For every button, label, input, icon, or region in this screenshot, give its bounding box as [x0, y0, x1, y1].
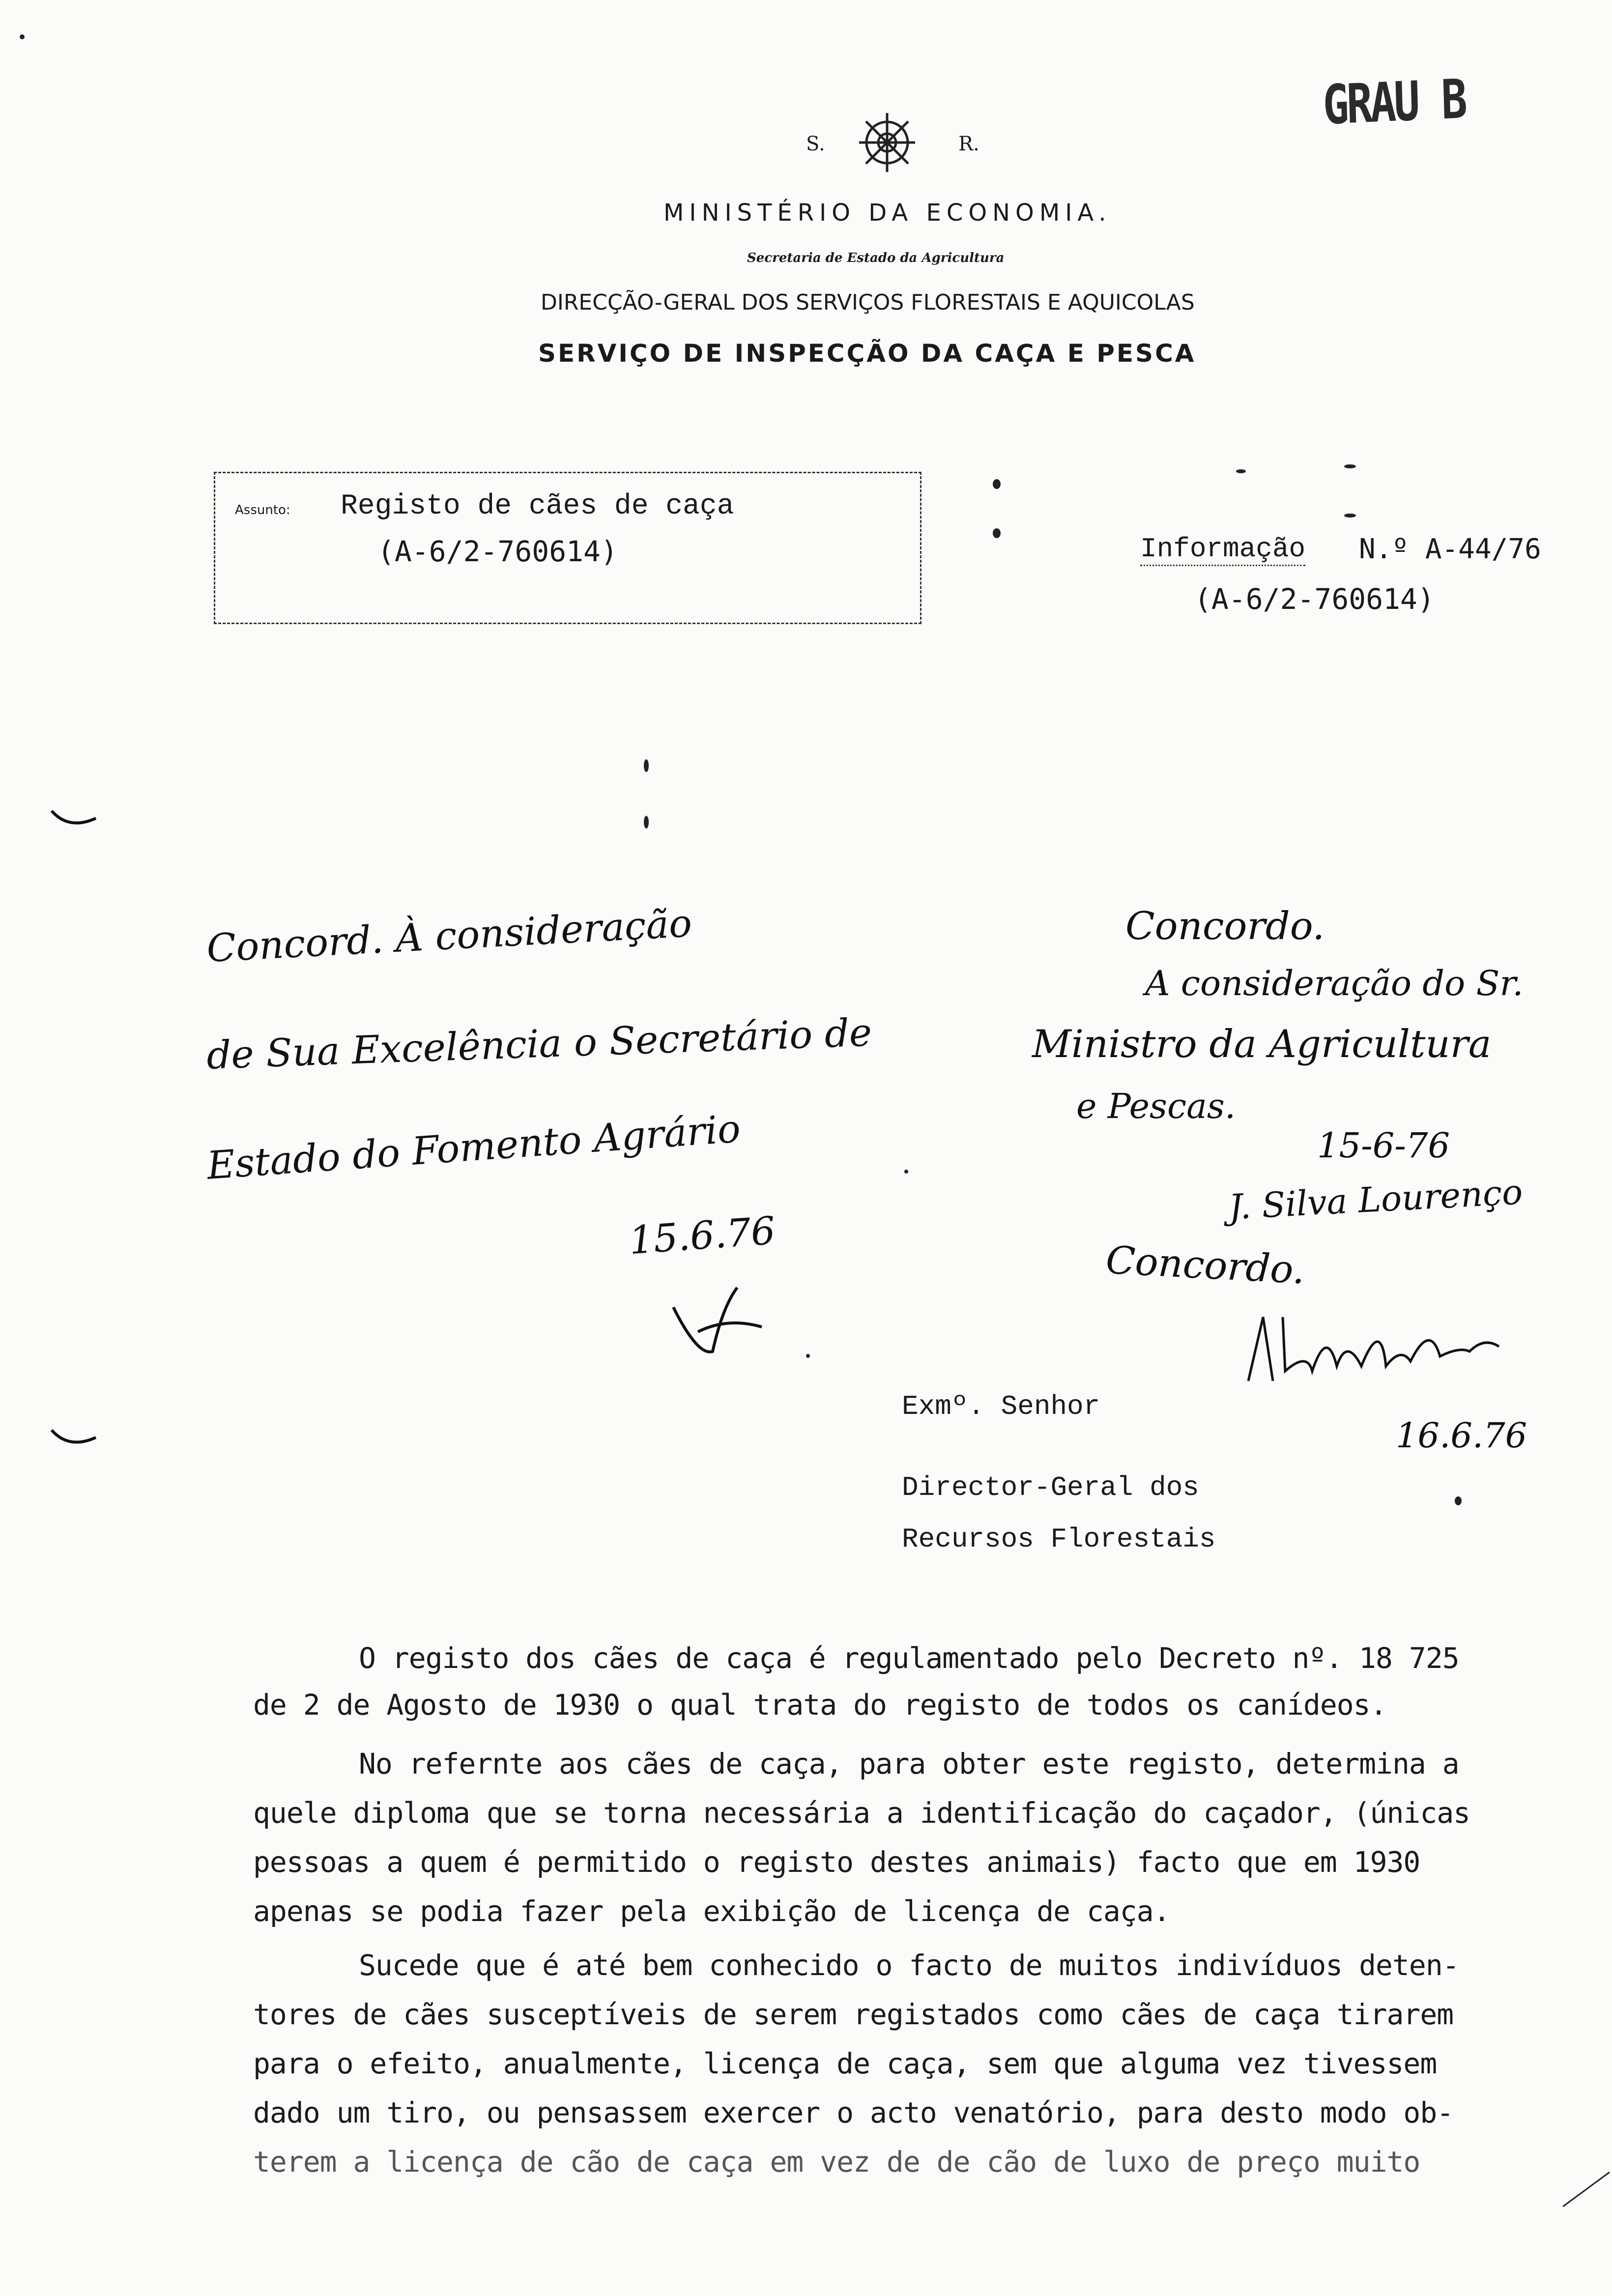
body-line: para o efeito, anualmente, licença de caça, sem que alguma vez tivessem [253, 2047, 1437, 2080]
body-line: de 2 de Agosto de 1930 o qual trata do registo de todos os canídeos. [253, 1688, 1387, 1722]
handwritten-date: 15-6-76 [1317, 1125, 1450, 1166]
crest-right-text: R. [958, 133, 979, 155]
addressee-title: Recursos Florestais [902, 1523, 1216, 1555]
handwritten-note-line: e Pescas. [1076, 1086, 1236, 1126]
subject-reference: (A-6/2-760614) [377, 535, 618, 568]
body-line: quele diploma que se torna necessária a identificação do caçador, (únicas [253, 1796, 1470, 1830]
minister-signature [1238, 1297, 1504, 1391]
crest-left-text: S. [806, 133, 825, 155]
body-line: No refernte aos cães de caça, para obter este registo, determina a [359, 1747, 1459, 1780]
handwritten-date: 15.6.76 [628, 1208, 777, 1263]
body-line: terem a licença de cão de caça em vez de de cão de luxo de preço muito [253, 2145, 1420, 2179]
margin-mark-top [49, 806, 98, 835]
informacao-number: N.º A-44/76 [1359, 533, 1541, 565]
body-line: O registo dos cães de caça é regulamentado pelo Decreto nº. 18 725 [359, 1641, 1459, 1675]
body-line: pessoas a quem é permitido o registo destes animais) facto que em 1930 [253, 1845, 1420, 1879]
informacao-reference: (A-6/2-760614) [1194, 582, 1435, 616]
margin-mark-bottom [49, 1425, 98, 1455]
subject-box [214, 472, 921, 624]
handwritten-note-line: Concordo. [1125, 904, 1325, 948]
handwritten-note-line: Ministro da Agricultura [1032, 1022, 1492, 1066]
handwritten-note-line: de Sua Excelência o Secretário de [205, 1010, 873, 1078]
handwritten-note-line: Estado do Fomento Agrário [205, 1107, 742, 1188]
corner-mark [1563, 2162, 1612, 2211]
body-line: apenas se podia fazer pela exibição de licença de caça. [253, 1894, 1170, 1928]
direccao-geral-line: DIRECÇÃO-GERAL DOS SERVIÇOS FLORESTAIS E AQUICOLAS [541, 290, 1195, 315]
handwritten-note-line: A consideração do Sr. [1145, 963, 1524, 1004]
body-line: dado um tiro, ou pensassem exercer o acto venatório, para desto modo ob- [253, 2096, 1454, 2129]
letterhead-crest [767, 108, 1003, 182]
ministry-title: MINISTÉRIO DA ECONOMIA. [663, 199, 1112, 227]
body-line: tores de cães susceptíveis de serem registados como cães de caça tirarem [253, 1998, 1454, 2031]
secretaria-subtitle: Secretaria de Estado da Agricultura [747, 251, 1005, 265]
handwritten-signature-text: J. Silva Lourenço [1228, 1172, 1524, 1228]
grade-stamp: GRAU B [1322, 67, 1466, 137]
handwritten-date: 16.6.76 [1396, 1415, 1527, 1456]
servico-line: SERVIÇO DE INSPECÇÃO DA CAÇA E PESCA [538, 339, 1196, 368]
coat-of-arms-icon [855, 108, 919, 177]
body-line: Sucede que é até bem conhecido o facto de muitos indivíduos deten- [359, 1949, 1459, 1982]
informacao-label: Informação [1140, 533, 1305, 566]
subject-label: Assunto: [235, 503, 290, 517]
salutation: Exmº. Senhor [902, 1391, 1100, 1422]
handwritten-note-line: Concord. À consideração [205, 901, 693, 971]
handwritten-note-line: Concordo. [1104, 1238, 1306, 1293]
initials-signature [668, 1278, 767, 1361]
subject-text: Registo de cães de caça [341, 490, 734, 522]
addressee-title: Director-Geral dos [902, 1472, 1199, 1503]
